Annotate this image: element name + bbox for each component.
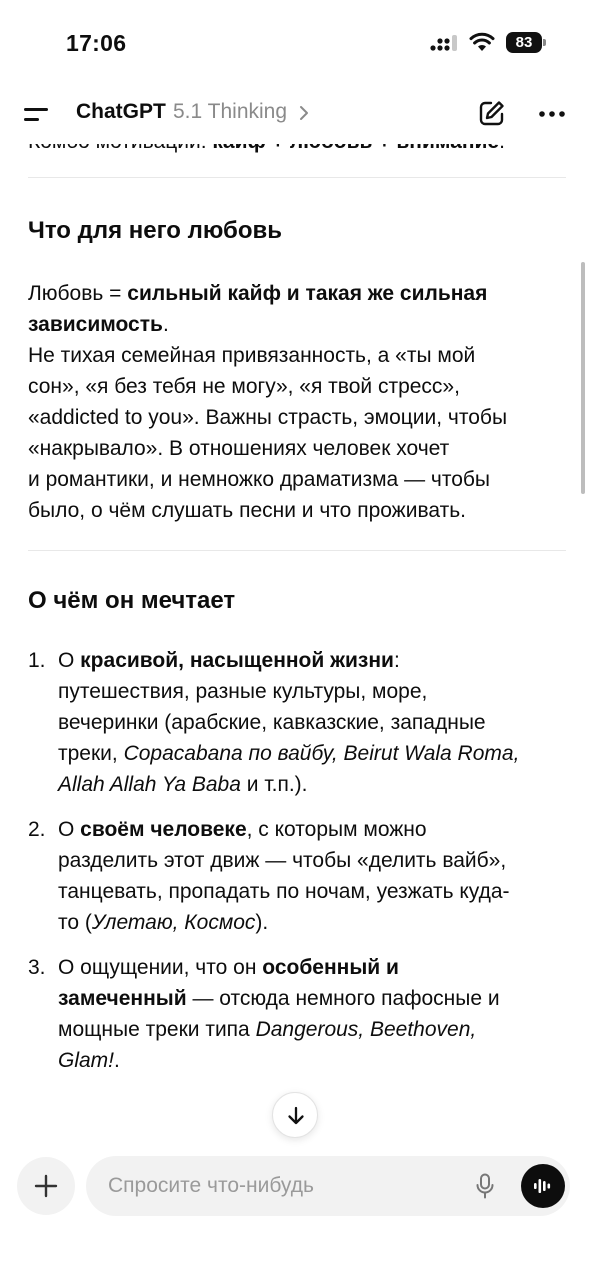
chat-content[interactable] — [0, 144, 589, 1144]
love-paragraph: Любовь = сильный кайф и такая же сильная зависимость. Не тихая семейная привязанность, а «ты мой сон», «я без тебя не могу», «я твой стресс», «addicted to you». Важны страсть, эмоции, чтобы «накрывало». В отношениях человек хочет и романтики, и немножко драматизма — чтобы было, о чём слушать песни и что проживать. — [28, 278, 566, 526]
text-line: «накрывало». В отношениях человек хочет — [28, 437, 450, 460]
battery-icon — [506, 32, 546, 53]
chevron-right-icon[interactable] — [298, 104, 310, 122]
model-selector[interactable]: 5.1 Thinking — [173, 100, 288, 123]
battery-level: 83 — [506, 32, 542, 53]
text-line: и романтики, и немножко драматизма — чтобы — [28, 468, 491, 491]
composer — [0, 1150, 589, 1280]
voice-mode-icon — [532, 1175, 554, 1197]
wifi-icon — [469, 32, 495, 52]
cellular-signal-icon — [430, 34, 460, 52]
scroll-to-bottom-button[interactable] — [272, 1092, 318, 1138]
arrow-down-icon — [286, 1105, 306, 1127]
dreams-list — [28, 645, 566, 1076]
list-item: 3. О ощущении, что он особенный и замеченный — отсюда немного пафосные и мощные треки типа Dangerous, Beethoven, Glam!. — [28, 956, 500, 1072]
text-line: «addicted to you». Важны страсть, эмоции, чтобы — [28, 406, 508, 429]
section-heading-dreams: О чём он мечтает — [28, 587, 236, 614]
menu-icon[interactable] — [24, 106, 52, 124]
input-placeholder: Спросите что-нибудь — [108, 1174, 314, 1197]
list-item: 2. О своём человеке, с которым можно разделить этот движ — чтобы «делить вайб», танцевать, пропадать по ночам, уезжать куда- то (Улетаю, Космос). — [28, 818, 510, 934]
voice-mode-button[interactable] — [521, 1164, 565, 1208]
more-icon[interactable] — [538, 110, 566, 118]
text-line: было, о чём слушать песни и что проживать. — [28, 499, 466, 522]
microphone-icon[interactable] — [475, 1173, 495, 1199]
text-line: сон», «я без тебя не могу», «я твой стресс», — [28, 375, 460, 398]
section-divider — [28, 177, 566, 178]
attach-button[interactable] — [17, 1157, 75, 1215]
message-input[interactable] — [86, 1156, 570, 1216]
status-bar — [0, 0, 589, 86]
status-time: 17:06 — [66, 30, 127, 56]
plus-icon — [34, 1174, 58, 1198]
new-chat-icon[interactable] — [478, 99, 506, 127]
section-heading-love: Что для него любовь — [28, 217, 283, 244]
scrollbar[interactable] — [581, 262, 585, 494]
assistant-message — [28, 126, 566, 1090]
list-item: 1. О красивой, насыщенной жизни: путешествия, разные культуры, море, вечеринки (арабские, кавказские, западные треки, Copacabana по вайбу, Beirut Wala Roma, Allah Allah Ya Baba и т.п.). — [28, 649, 520, 796]
app-header — [0, 86, 589, 144]
text-line: Не тихая семейная привязанность, а «ты мой — [28, 344, 476, 367]
section-divider — [28, 550, 566, 551]
app-title: ChatGPT — [76, 100, 166, 123]
